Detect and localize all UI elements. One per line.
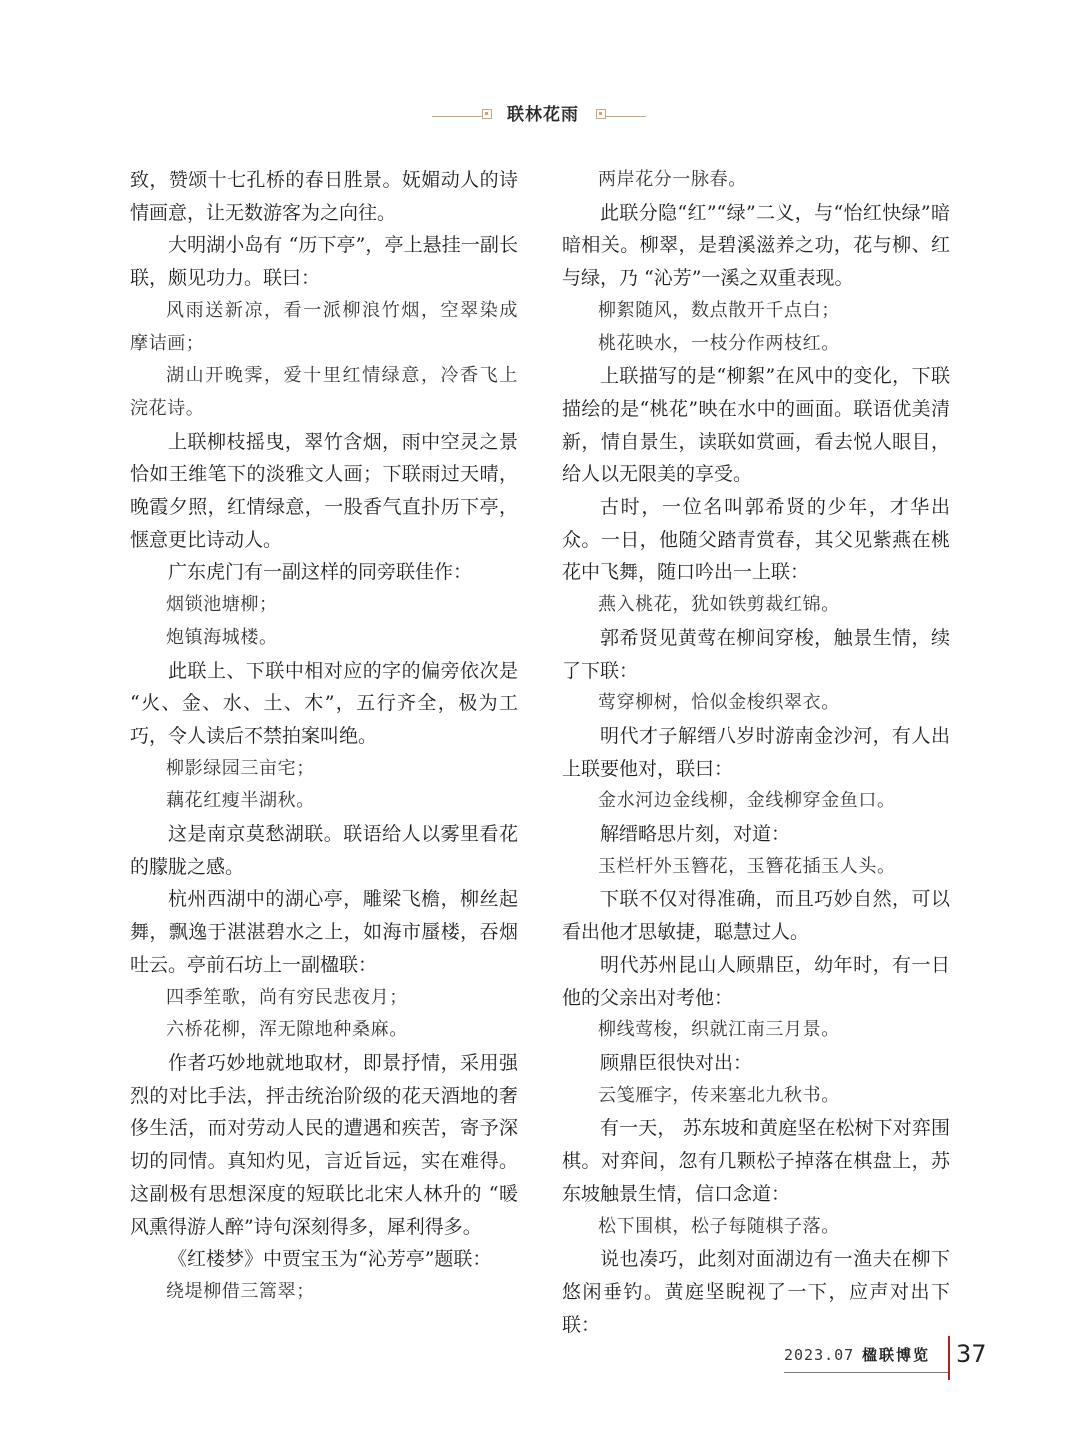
body-paragraph: 杭州西湖中的湖心亭，雕梁飞檐，柳丝起舞，飘逸于湛湛碧水之上，如海市蜃楼，吞烟吐云。亭前石坊上一副楹联： — [130, 888, 518, 976]
body-paragraph: 此联分隐“红”“绿”二义，与“怡红快绿”暗暗相关。柳翠，是碧溪滋养之功，花与柳、红与绿，乃 “沁芳”一溪之双重表现。 — [562, 201, 950, 290]
body-paragraph: 古时，一位名叫郭希贤的少年，才华出众。一日，他随父踏青赏春，其父见紫燕在桃花中飞舞，随口吟出一上联： — [562, 496, 950, 584]
header-ornament-right-icon — [596, 109, 606, 119]
body-paragraph: 上联描写的是“柳絮”在风中的变化，下联描绘的是“桃花”映在水中的画面。联语优美清新，情自景生，读联如赏画，看去悦人眼目，给人以无限美的享受。 — [562, 365, 950, 486]
body-paragraph: 这是南京莫愁湖联。联语给人以雾里看花的朦胧之感。 — [130, 823, 518, 878]
couplet-line: 桃花映水，一枝分作两枝红。 — [598, 332, 840, 354]
couplet-line: 湖山开晚霁，爱十里红情绿意，冷香飞上浣花诗。 — [130, 365, 518, 419]
footer-accent-bar — [948, 1336, 950, 1380]
couplet-line: 六桥花柳，浑无隙地种桑麻。 — [166, 1019, 408, 1041]
body-paragraph: 大明湖小岛有 “历下亭”，亭上悬挂一副长联，颇见功力。联曰： — [130, 234, 518, 290]
couplet-line: 烟锁池塘柳； — [166, 594, 278, 616]
couplet-line: 柳絮随风，数点散开千点白； — [598, 299, 840, 321]
couplet-line: 四季笙歌，尚有穷民悲夜月； — [166, 986, 408, 1008]
couplet-line: 柳影绿园三亩宅； — [166, 757, 315, 779]
body-paragraph: 此联上、下联中相对应的字的偏旁依次是 “火、金、水、土、木”，五行齐全，极为工巧，令人读后不禁拍案叫绝。 — [130, 659, 518, 747]
page-footer — [0, 1328, 1080, 1388]
couplet-line: 风雨送新凉，看一派柳浪竹烟，空翠染成摩诘画； — [130, 299, 518, 354]
couplet-line: 柳线莺梭，织就江南三月景。 — [598, 1019, 840, 1041]
couplet-line: 燕入桃花，犹如铁剪裁红锦。 — [598, 594, 840, 616]
couplet-line: 炮镇海城楼。 — [166, 626, 278, 648]
header-ornament-left-icon — [482, 109, 492, 119]
couplet-line: 两岸花分一脉春。 — [598, 169, 747, 190]
magazine-name: 楹联博览 — [862, 1346, 931, 1364]
running-header — [0, 98, 1080, 128]
left-column — [130, 164, 518, 1309]
page-number: 37 — [956, 1340, 987, 1368]
header-rule-left — [432, 116, 482, 117]
body-paragraph: 郭希贤见黄莺在柳间穿梭，触景生情，续了下联： — [562, 626, 950, 682]
body-paragraph: 解缙略思片刻，对道： — [600, 823, 791, 846]
body-paragraph: 明代苏州昆山人顾鼎臣，幼年时，有一日他的父亲出对考他： — [562, 953, 950, 1009]
body-paragraph: 广东虎门有一副这样的同旁联佳作： — [168, 561, 473, 584]
section-title: 联林花雨 — [507, 105, 579, 125]
couplet-line: 藕花红瘦半湖秋。 — [166, 790, 315, 812]
footer-rule — [784, 1372, 948, 1373]
header-rule-right — [606, 116, 646, 117]
couplet-line: 云笺雁字，传来塞北九秋书。 — [598, 1084, 840, 1106]
body-paragraph: 下联不仅对得准确，而且巧妙自然，可以看出他才思敏捷，聪慧过人。 — [562, 888, 950, 944]
body-paragraph: 《红楼梦》中贾宝玉为“沁芳亭”题联： — [168, 1248, 492, 1271]
body-paragraph: 上联柳枝摇曳，翠竹含烟，雨中空灵之景恰如王维笔下的淡雅文人画；下联雨过天晴，晚霞夕照，红情绿意，一股香气直扑历下亭，惬意更比诗动人。 — [130, 430, 518, 551]
couplet-line: 玉栏杆外玉簪花，玉簪花插玉人头。 — [598, 855, 896, 877]
right-column — [562, 164, 950, 1341]
couplet-line: 莺穿柳树，恰似金梭织翠衣。 — [598, 692, 840, 714]
body-paragraph: 说也凑巧，此刻对面湖边有一渔夫在柳下悠闲垂钓。黄庭坚睨视了一下，应声对出下联： — [562, 1248, 950, 1336]
body-paragraph: 作者巧妙地就地取材，即景抒情，采用强烈的对比手法，抨击统治阶级的花天酒地的奢侈生活，而对劳动人民的遭遇和疾苦，寄予深切的同情。真知灼见，言近旨远，实在难得。这副极有思想深度的短联比北宋人林升的 “暖风熏得游人醉”诗句深刻得多，犀利得多。 — [130, 1051, 518, 1238]
couplet-line: 绕堤柳借三篙翠； — [166, 1280, 315, 1302]
couplet-line: 金水河边金线柳，金线柳穿金鱼口。 — [598, 790, 896, 812]
body-paragraph: 顾鼎臣很快对出： — [600, 1051, 753, 1074]
issue-date: 2023.07 — [784, 1346, 855, 1364]
body-paragraph: 有一天， 苏东坡和黄庭坚在松树下对弈围棋。对弈间，忽有几颗松子掉落在棋盘上，苏东坡触景生情，信口念道： — [562, 1117, 950, 1205]
body-paragraph: 致，赞颂十七孔桥的春日胜景。妩媚动人的诗情画意，让无数游客为之向往。 — [130, 169, 518, 224]
body-paragraph: 明代才子解缙八岁时游南金沙河，有人出上联要他对，联曰： — [562, 724, 950, 780]
couplet-line: 松下围棋，松子每随棋子落。 — [598, 1215, 840, 1237]
